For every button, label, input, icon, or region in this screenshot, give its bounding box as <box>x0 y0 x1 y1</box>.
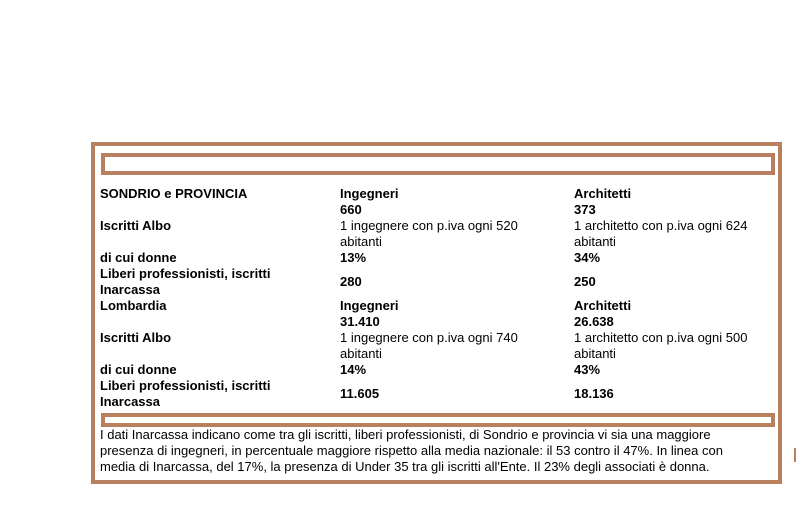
row-label-liberi-line1: Liberi professionisti, iscritti <box>100 378 271 393</box>
header-bar <box>101 153 775 175</box>
col-header-architetti: Architetti <box>574 298 632 313</box>
ratio-architetti-line1: 1 architetto con p.iva ogni 500 <box>574 330 748 345</box>
count-ingegneri: 31.410 <box>340 314 380 329</box>
liberi-architetti: 18.136 <box>574 386 614 401</box>
row-label-liberi-line2: Inarcassa <box>100 282 160 297</box>
ratio-ingegneri-line1: 1 ingegnere con p.iva ogni 520 <box>340 218 518 233</box>
ratio-ingegneri-line2: abitanti <box>340 234 382 249</box>
donne-ingegneri: 13% <box>340 250 367 265</box>
count-architetti: 373 <box>574 202 596 217</box>
row-label-iscritti: Iscritti Albo <box>100 218 172 233</box>
liberi-ingegneri: 11.605 <box>340 386 380 401</box>
ratio-ingegneri-line2: abitanti <box>340 346 382 361</box>
separator-bar <box>101 413 775 427</box>
col-header-architetti: Architetti <box>574 186 632 201</box>
row-label-liberi-line2: Inarcassa <box>100 394 160 409</box>
row-label-donne: di cui donne <box>100 250 177 265</box>
region-title-lombardia: Lombardia <box>100 298 167 313</box>
note-paragraph <box>100 427 790 475</box>
ratio-ingegneri-line1: 1 ingegnere con p.iva ogni 740 <box>340 330 518 345</box>
row-label-liberi-line1: Liberi professionisti, iscritti <box>100 266 271 281</box>
edge-bar <box>794 448 796 462</box>
row-label-donne: di cui donne <box>100 362 177 377</box>
note-line: presenza di ingegneri, in percentuale maggiore rispetto alla media nazionale: il 53 contro il 47%. In linea con <box>100 443 723 458</box>
ratio-architetti-line2: abitanti <box>574 346 616 361</box>
donne-architetti: 43% <box>574 362 601 377</box>
count-ingegneri: 660 <box>340 202 362 217</box>
note-line: I dati Inarcassa indicano come tra gli iscritti, liberi professionisti, di Sondrio e provincia vi sia una maggiore <box>100 427 711 442</box>
count-architetti: 26.638 <box>574 314 614 329</box>
col-header-ingegneri: Ingegneri <box>340 298 399 313</box>
row-label-iscritti: Iscritti Albo <box>100 330 172 345</box>
liberi-ingegneri: 280 <box>340 274 362 289</box>
ratio-architetti-line2: abitanti <box>574 234 616 249</box>
ratio-architetti-line1: 1 architetto con p.iva ogni 624 <box>574 218 748 233</box>
liberi-architetti: 250 <box>574 274 596 289</box>
note-line: media di Inarcassa, del 17%, la presenza di Under 35 tra gli iscritti all'Ente. Il 23% degli associati è donna. <box>100 459 710 474</box>
col-header-ingegneri: Ingegneri <box>340 186 399 201</box>
donne-architetti: 34% <box>574 250 601 265</box>
region-title-sondrio: SONDRIO e PROVINCIA <box>100 186 248 201</box>
donne-ingegneri: 14% <box>340 362 367 377</box>
